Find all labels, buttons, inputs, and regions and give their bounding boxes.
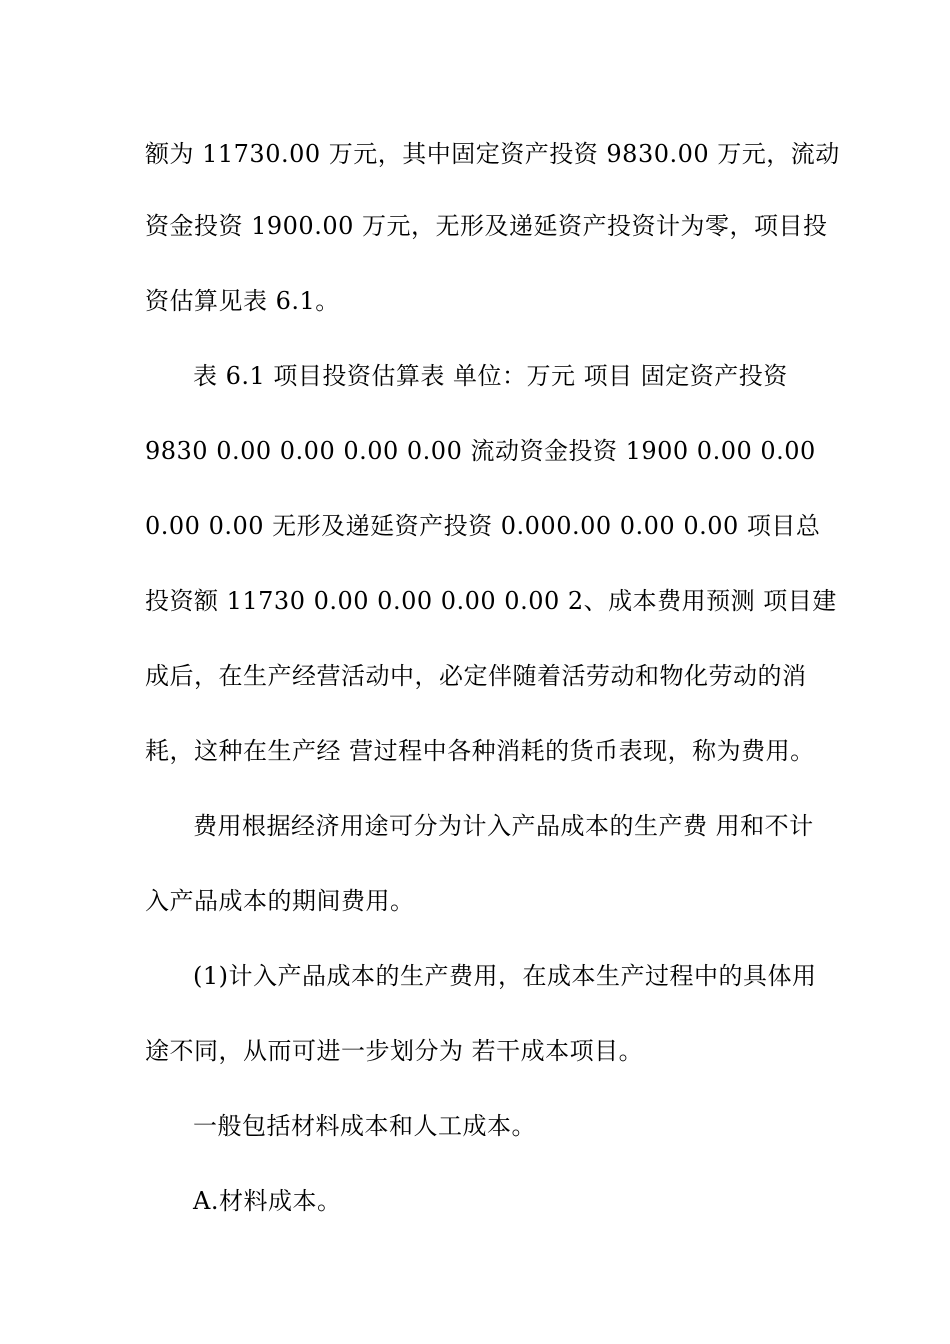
text-line-5: 9830 0.00 0.00 0.00 0.00 流动资金投资 1900 0.00 0.00 xyxy=(145,437,816,465)
text-line-8: 成后，在生产经营活动中，必定伴随着活劳动和物化劳动的消 xyxy=(145,662,807,690)
text-line-6: 0.00 0.00 无形及递延资产投资 0.000.00 0.00 0.00 项目总 xyxy=(145,512,821,540)
text-line-3: 资估算见表 6.1。 xyxy=(145,287,340,315)
paragraph-general: 一般包括材料成本和人工成本。 xyxy=(193,1112,536,1140)
paragraph-item-1-start: (1)计入产品成本的生产费用，在成本生产过程中的具体用 xyxy=(193,962,817,990)
text-line-9: 耗，这种在生产经 营过程中各种消耗的货币表现，称为费用。 xyxy=(145,737,815,765)
table-caption-line: 表 6.1 项目投资估算表 单位：万元 项目 固定资产投资 xyxy=(193,362,788,390)
paragraph-expense-start: 费用根据经济用途可分为计入产品成本的生产费 用和不计 xyxy=(193,812,814,840)
text-line-7: 投资额 11730 0.00 0.00 0.00 0.00 2、成本费用预测 项目建 xyxy=(145,587,837,615)
section-heading-material-cost: A.材料成本。 xyxy=(193,1187,342,1215)
text-line-2: 资金投资 1900.00 万元，无形及递延资产投资计为零，项目投 xyxy=(145,212,828,240)
text-line-11: 入产品成本的期间费用。 xyxy=(145,887,415,915)
text-line-1: 额为 11730.00 万元，其中固定资产投资 9830.00 万元，流动 xyxy=(145,140,840,168)
text-line-13: 途不同，从而可进一步划分为 若干成本项目。 xyxy=(145,1037,644,1065)
